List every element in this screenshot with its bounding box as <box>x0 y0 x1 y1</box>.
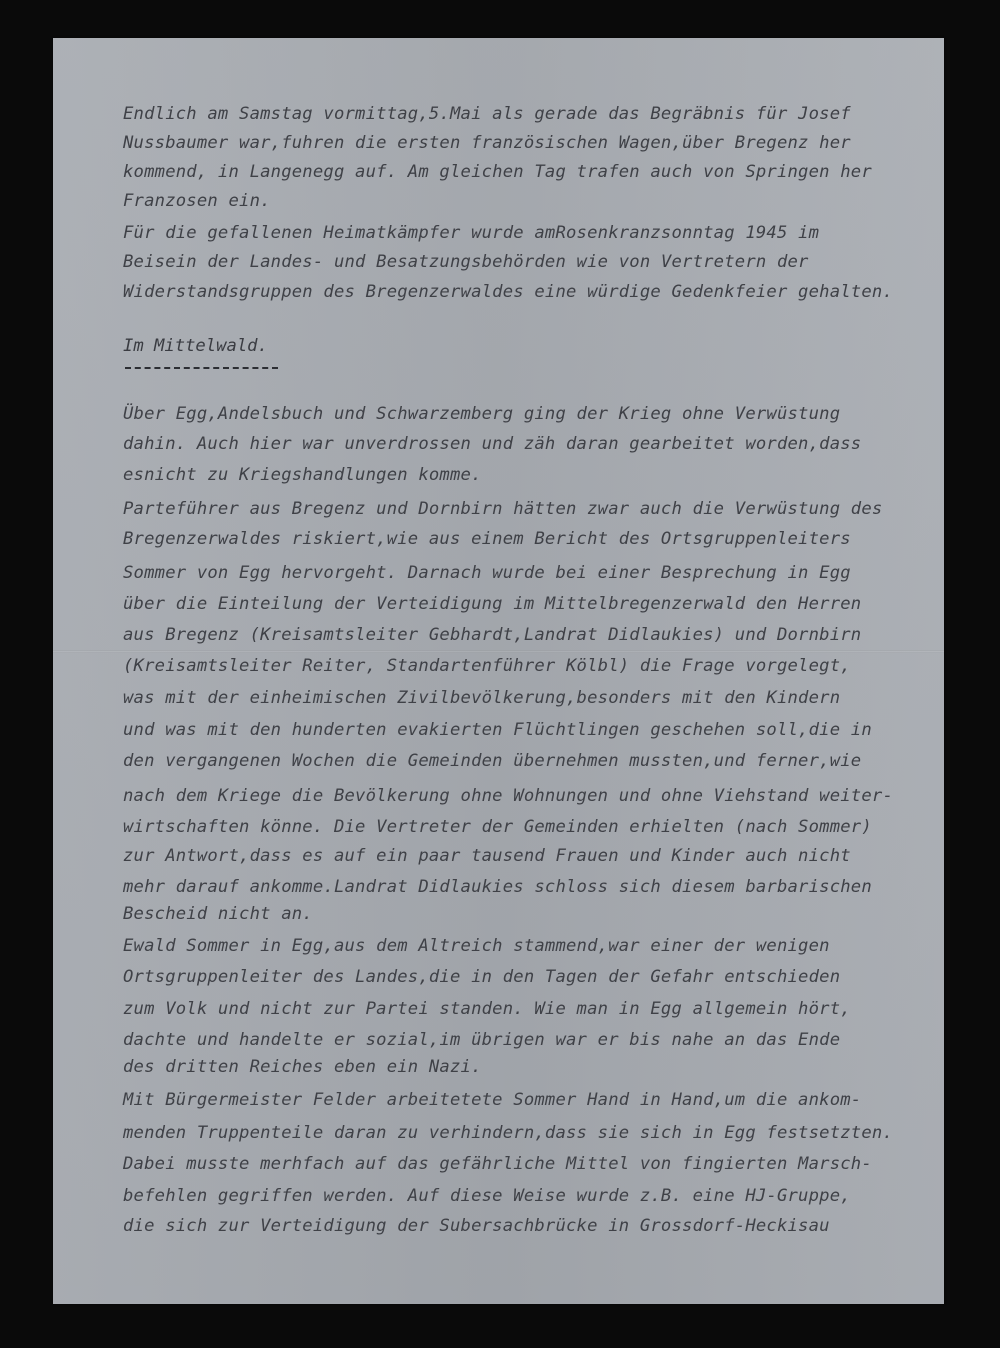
text-line: dachte und handelte er sozial,im übrigen war er bis nahe an das Ende <box>123 1030 841 1050</box>
text-line: Bregenzerwaldes riskiert,wie aus einem Bericht des Ortsgruppenleiters <box>123 529 851 549</box>
text-line: esnicht zu Kriegshandlungen komme. <box>123 465 482 485</box>
text-line: über die Einteilung der Verteidigung im Mittelbregenzerwald den Herren <box>123 594 862 614</box>
text-line: des dritten Reiches eben ein Nazi. <box>123 1057 482 1077</box>
text-line: (Kreisamtsleiter Reiter, Standartenführer Kölbl) die Frage vorgelegt, <box>123 656 851 676</box>
text-line: Widerstandsgruppen des Bregenzerwaldes eine würdige Gedenkfeier gehalten. <box>123 282 893 302</box>
text-line: Parteführer aus Bregenz und Dornbirn hätten zwar auch die Verwüstung des <box>123 499 883 519</box>
text-line: Sommer von Egg hervorgeht. Darnach wurde bei einer Besprechung in Egg <box>123 563 851 583</box>
text-line: Ortsgruppenleiter des Landes,die in den Tagen der Gefahr entschieden <box>123 967 841 987</box>
text-line: zum Volk und nicht zur Partei standen. Wie man in Egg allgemein hört, <box>123 999 851 1019</box>
text-line: menden Truppenteile daran zu verhindern,dass sie sich in Egg festsetzten. <box>123 1123 893 1143</box>
text-line: kommend, in Langenegg auf. Am gleichen Tag trafen auch von Springen her <box>123 162 872 182</box>
text-line: Beisein der Landes- und Besatzungsbehörden wie von Vertretern der <box>123 252 809 272</box>
text-line: wirtschaften könne. Die Vertreter der Gemeinden erhielten (nach Sommer) <box>123 817 872 837</box>
text-line: und was mit den hunderten evakierten Flüchtlingen geschehen soll,die in <box>123 720 872 740</box>
typewritten-page <box>53 38 944 1304</box>
section-heading: Im Mittelwald. <box>123 336 268 356</box>
text-line: zur Antwort,dass es auf ein paar tausend Frauen und Kinder auch nicht <box>123 846 851 866</box>
text-line: Dabei musste merhfach auf das gefährliche Mittel von fingierten Marsch- <box>123 1154 872 1174</box>
text-line: Über Egg,Andelsbuch und Schwarzemberg ging der Krieg ohne Verwüstung <box>123 404 841 424</box>
text-line: dahin. Auch hier war unverdrossen und zäh daran gearbeitet worden,dass <box>123 434 862 454</box>
text-line: was mit der einheimischen Zivilbevölkerung,besonders mit den Kindern <box>123 688 841 708</box>
text-line: Nussbaumer war,fuhren die ersten französischen Wagen,über Bregenz her <box>123 133 851 153</box>
text-line: Bescheid nicht an. <box>123 904 313 924</box>
text-line: nach dem Kriege die Bevölkerung ohne Wohnungen und ohne Viehstand weiter- <box>123 786 893 806</box>
text-line: befehlen gegriffen werden. Auf diese Weise wurde z.B. eine HJ-Gruppe, <box>123 1186 851 1206</box>
text-line: Endlich am Samstag vormittag,5.Mai als gerade das Begräbnis für Josef <box>123 104 851 124</box>
paper-fold <box>53 650 944 653</box>
text-line: mehr darauf ankomme.Landrat Didlaukies schloss sich diesem barbarischen <box>123 877 872 897</box>
text-line: Für die gefallenen Heimatkämpfer wurde amRosenkranzsonntag 1945 im <box>123 223 820 243</box>
text-line: Mit Bürgermeister Felder arbeitetete Sommer Hand in Hand,um die ankom- <box>123 1090 862 1110</box>
text-line: Ewald Sommer in Egg,aus dem Altreich stammend,war einer der wenigen <box>123 936 830 956</box>
text-line: Franzosen ein. <box>123 191 271 211</box>
text-line: den vergangenen Wochen die Gemeinden übernehmen mussten,und ferner,wie <box>123 751 862 771</box>
heading-underline <box>125 367 278 369</box>
text-line: aus Bregenz (Kreisamtsleiter Gebhardt,Landrat Didlaukies) und Dornbirn <box>123 625 862 645</box>
text-line: die sich zur Verteidigung der Subersachbrücke in Grossdorf-Heckisau <box>123 1216 830 1236</box>
